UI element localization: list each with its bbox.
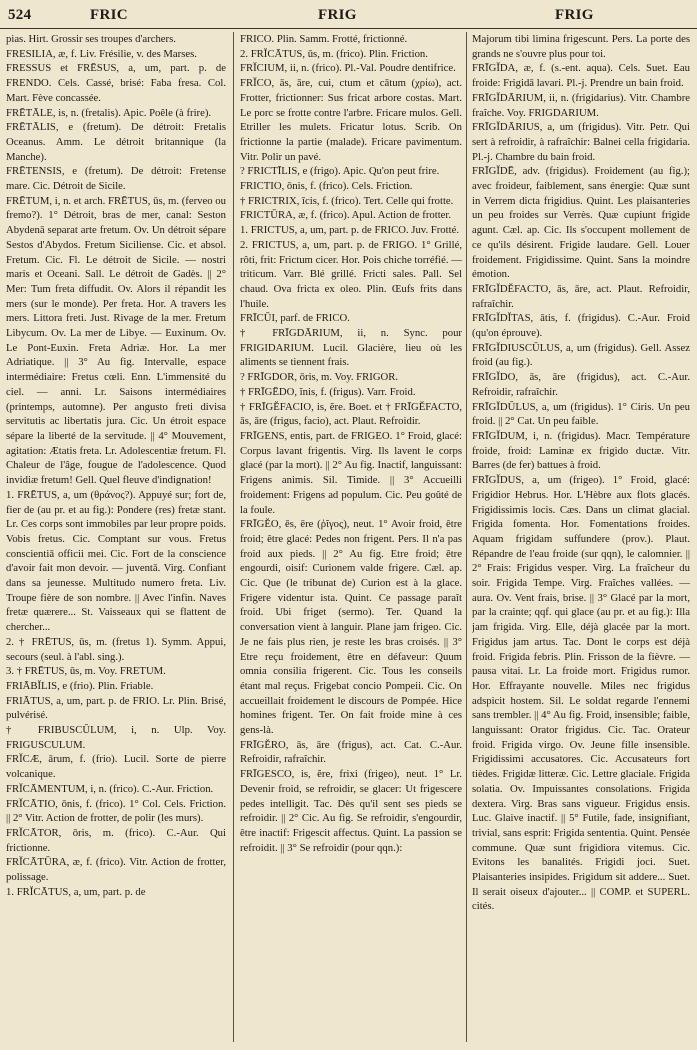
dictionary-entry: 1. FRICTUS, a, um, part. p. de FRICO. Juv. Frotté.	[240, 224, 459, 237]
dictionary-entry: Majorum tibi limina frigescunt. Pers. La porte des grands ne s'ouvre plus pour toi.	[472, 33, 690, 60]
dictionary-entry: † FRĪGĔFACIO, is, ĕre. Boet. et † FRĪGĔFACTO, ās, āre (frigus, facio), act. Plaut. Refroidir.	[240, 400, 462, 428]
dictionary-entry: † FRIBUSCŬLUM, i, n. Ulp. Voy. FRIGUSCULUM.	[6, 724, 226, 751]
dictionary-entry: FRĬCĀMENTUM, i, n. (frico). C.-Aur. Friction.	[6, 782, 214, 795]
dictionary-entry: FRICO. Plin. Samm. Frotté, frictionné.	[240, 33, 408, 45]
dictionary-entry: FRICTIO, ōnis, f. (frico). Cels. Friction.	[240, 180, 413, 193]
dictionary-entry: FRĪGĔO, ēs, ēre (ῥῖγος), neut. 1° Avoir froid, être froid; être glacé: Pedes non frigent. Pers. Il n'a pas froid aux pieds. || 2° Au fig. Etre froid; être engourdi, oisif: Curionem valde frigere. Cæl. ap. Cic. Que (le tribunat de) Curion est à la glace. Frigere videntur ista. Quint. Ce passage paraît froid. Ubi friget (sermo). Ter. Quand la conversation vient à languir. Plane jam frigeo. Cic. Je ne fais plus rien, je reste les bras croisés. || 3° Etre reçu froidement, être en défaveur: Quum omnia consilia frigerent. Cic. Tous les conseils étant mal reçus. Frigebat concio Pompeii. Cic. On accueillait froidement le discours de Pompée. Hice homines frigent. Ter. On fait froide mine à ces gens-là.	[240, 518, 462, 737]
running-header	[0, 0, 697, 29]
dictionary-entry: FRIĀTUS, a, um, part. p. de FRIO. Lr. Plin. Brisé, pulvérisé.	[6, 694, 226, 722]
dictionary-entry: FRĪGĬDIUSCŬLUS, a, um (frigidus). Gell. Assez froid (au fig.).	[472, 341, 690, 369]
header-right-guide-word: FRIG	[555, 7, 594, 23]
dictionary-entry: FRESSUS et FRĒSUS, a, um, part. p. de FRENDO. Cels. Cassé, brisé: Faba fresa. Col. Mart. Fève concassée.	[6, 62, 226, 104]
dictionary-entry: FRĪGĬDĔFACTO, ās, āre, act. Plaut. Refroidir, rafraîchir.	[472, 282, 690, 310]
dictionary-entry: FRĪGĬDUS, a, um (frigeo). 1° Froid, glacé: Frigidior Hebrus. Hor. L'Hèbre aux flots glacés. Frigidissimis locis. Cæs. Dans un climat glacial. Frigida fomenta. Hor. Fomentations froides. Aquam frigidam suffundere (prov.). Plaut. Répandre de l'eau froide (sur qqn), le calomnier. || 2° Frais: Frigidus vesper. Virg. La fraîcheur du soir. Frigida Tempe. Virg. Fraîches vallées. — aura. Ov. Vent frais, brise. || 3° Glacé par la mort, par la crainte; qqf. qui glace (au pr. et au fig.): Illa jam frigida. Virg. Elle, déjà glacée par la mort. Frigidus jam artus. Tac. Dont le corps est déjà froid. Frigida febris. Plin. Frisson de la fièvre. — pausa vitai. Lr. La froide mort. Frigidus rumor. Hor. Effrayante nouvelle. Miles nec frigidus adspicit hostem. Sil. Le soldat regarde l'ennemi sans trembler. || 4° Au fig. Froid, insensible; faible, languissant: Orator frigidus. Cic. Tac. Orateur froid. Frigida virgo. Ov. Jeune fille insensible. Frigidissimi accusatores. Cic. Accusateurs fort tièdes. Frigidæ litteræ. Cic. Lettre glaciale. Frigida solatia. Ov. Impuissantes consolations. Frigida dextera. Virg. Bras sans vigueur. Frigidus ensis. Luc. Glaive inactif. || 5° Futile, fade, insignifiant, trivial, sans esprit: Frigida sententia. Quint. Pensée commune. Quæ sunt frigidiora vitemus. Cic. Evitons les banalités. Frigidi joci. Suet. Plaisanteries insipides. Frigidum sit addere... Suet. Il serait oiseux d'ajouter... || COMP. et SUPERL. cités.	[472, 474, 690, 913]
dictionary-entry: FRĪGĬDUM, i, n. (frigidus). Macr. Température froide, froid: Laminæ ex frigido ductæ. Vitr. Barres (de fer) battues à froid.	[472, 429, 690, 472]
dictionary-entry: FRĪGĬDĒ, adv. (frigidus). Froidement (au fig.); avec froideur, faiblement, sans énergie: Quæ sunt in Verrem dicta frigidius. Quint. Les plaisanteries un peu froides sur Verrès. Quæ cupiunt frigide agunt. Cæl. ap. Cic. Ils s'occupent mollement de ce qu'ils désirent. Frigide laudare. Gell. Louer froidement. Frigidissime. Quint. Sans la moindre émotion.	[472, 165, 690, 281]
dictionary-entry: FRĬCĀTŪRA, æ, f. (frico). Vitr. Action de frotter, polissage.	[6, 856, 226, 884]
dictionary-entry: † FRĪGĒDO, ĭnis, f. (frigus). Varr. Froid.	[240, 385, 416, 398]
column-1	[6, 32, 226, 1042]
dictionary-entry: 1. FRĒTUS, a, um (θράνος?). Appuyé sur; fort de, fier de (au pr. et au fig.): Pondere (res) fretæ stant. Lr. Ces corps sont immobiles par leur propre poids. Vobis fretus. Cic. Comptant sur vous. Fretus conscientiā officii mei. Cic. Fort de la conscience d'avoir fait mon devoir. — juventā. Virg. Confiant dans sa jeunesse. Multitudo numero freta. Liv. Troupe fière de son nombre. || Avec l'infin. Naves fretæ quærere... St. Vaisseaux qui se flattent de chercher...	[6, 488, 226, 634]
dictionary-entry: FRĒTĀLE, is, n. (fretalis). Apic. Poêle (à frire).	[6, 106, 212, 119]
page-number: 524	[8, 7, 32, 23]
dictionary-entry: 3. † FRĒTUS, ūs, m. Voy. FRETUM.	[6, 665, 166, 678]
dictionary-entry: FRIĀBĬLIS, e (frio). Plin. Friable.	[6, 679, 154, 692]
dictionary-entry: FRĪGĬDĬTAS, ātis, f. (frigidus). C.-Aur. Froid (qu'on éprouve).	[472, 312, 690, 340]
dictionary-entry: FRĬCĀTIO, ōnis, f. (frico). 1° Col. Cels. Friction. || 2° Vitr. Action de frotter, de polir (les murs).	[6, 797, 226, 825]
dictionary-entry: FRESILIA, æ, f. Liv. Frésilie, v. des Marses.	[6, 47, 197, 60]
dictionary-entry: 2. FRICTUS, a, um, part. p. de FRIGO. 1° Grillé, rôti, frit: Frictum cicer. Hor. Pois chiche torréfié. — triticum. Varr. Blé grillé. Fricti sales. Pall. Sel chaud. Ova fricta ex oleo. Plin. Œufs frits dans l'huile.	[240, 238, 462, 310]
dictionary-entry: FRĪGENS, entis, part. de FRIGEO. 1° Froid, glacé: Corpus lavant frigentis. Virg. Ils lavent le corps glacé (par la mort). || 2° Au fig. Inactif, languissant: Frigens animis. Sil. Timide. || 3° Accueilli froidement: Frigens ad populum. Cic. Peu goûté de la foule.	[240, 429, 462, 516]
dictionary-entry: FRĪGĬDA, æ, f. (s.-ent. aqua). Cels. Suet. Eau froide: Frigidā lavari. Pl.-j. Prendre un bain froid.	[472, 62, 690, 90]
dictionary-entry: FRĒTUM, i, n. et arch. FRĒTUS, ūs, m. (ferveo ou fremo?). 1° Détroit, bras de mer, canal: Seston Abydenā separat arte fretum. Ov. Un détroit sépare Sestos d'Abydos. Fretum Siciliense. Cic. et absol. Fretum. Cic. Fl. Le détroit de Sicile. — nostri maris et Oceani. Sall. Le détroit de Gadès. || 2° Mer: Tum freta diffudit. Ov. Alors il répandit les mers (sur le monde). Per freta. Hor. A travers les mers. Littora freti. Just. Rivage de la mer. Fretum Libycum. Ov. La mer de Libye. — Euxinum. Ov. Le Pont-Euxin. Freta Adriæ. Hor. La mer Adriatique. || 3° Au fig. Intervalle, espace intermédiaire: Fretus cœli. Enn. L'immensité du ciel. — anni. Lr. Saisons intermédiaires (printemps, automne). Per angusto freti divisa servitutis ac libertatis jura. Cic. Un étroit espace sépare la liberté de la servitude. || 4° Mouvement, agitation: Ætatis freta. Lr. Adolescentiæ fretum. Fl. Chaleur de l'âge, fougue de l'adolescence. Quod invidiæ fretum! Gell. Quel fleuve d'indignation!	[6, 194, 226, 487]
header-middle-guide-word: FRIG	[318, 7, 357, 23]
column-2	[240, 32, 462, 1042]
dictionary-entry: FRĪGESCO, is, ĕre, frixi (frigeo), neut. 1° Lr. Devenir froid, se refroidir, se glacer: Ut frigescere pedes intelligit. Tac. Dès qu'il sent ses pieds se refroidir. || 2° Cic. Au fig. Se refroidir, s'engourdir, être inactif: Frigescit affectus. Quint. La passion se refroidit. || 3° Se refroidir (pour qqn.):	[240, 768, 462, 854]
dictionary-entry: † FRICTRIX, īcis, f. (frico). Tert. Celle qui frotte.	[240, 194, 454, 207]
dictionary-entry: 2. † FRĒTUS, ūs, m. (fretus 1). Symm. Appui, secours (seul. à l'abl. sing.).	[6, 635, 226, 663]
header-left-guide-word: FRIC	[90, 7, 128, 23]
dictionary-entry: † FRĪGDĀRIUM, ii, n. Sync. pour FRIGIDARIUM. Lucil. Glacière, lieu où les aliments se tiennent frais.	[240, 327, 462, 369]
dictionary-entry: FRĒTĀLIS, e (fretum). De détroit: Fretalis Oceanus. Amm. Le détroit britannique (la Manche).	[6, 121, 226, 163]
dictionary-entry: FRĒTENSIS, e (fretum). De détroit: Fretense mare. Cic. Détroit de Sicile.	[6, 165, 226, 193]
dictionary-entry: FRĪGĬDĀRIUM, ii, n. (frigidarius). Vitr. Chambre fraîche. Voy. FRIGDARIUM.	[472, 91, 690, 119]
dictionary-entry: ? FRĪGDOR, ōris, m. Voy. FRIGOR.	[240, 371, 399, 384]
dictionary-entry: FRĬCIUM, ii, n. (frico). Pl.-Val. Poudre dentifrice.	[240, 62, 456, 75]
dictionary-entry: FRĬCĀTOR, ōris, m. (frico). C.-Aur. Qui frictionne.	[6, 826, 226, 854]
dictionary-entry: ? FRICTĪLIS, e (frigo). Apic. Qu'on peut frire.	[240, 165, 440, 178]
column-divider	[466, 32, 467, 1042]
dictionary-entry: pias. Hirt. Grossir ses troupes d'archers.	[6, 33, 176, 45]
dictionary-entry: FRICTŪRA, æ, f. (frico). Apul. Action de frotter.	[240, 209, 452, 222]
column-3	[472, 32, 690, 1042]
column-divider	[233, 32, 234, 1042]
dictionary-entry: FRĪGĬDĀRIUS, a, um (frigidus). Vitr. Petr. Qui sert à refroidir, à rafraîchir: Balnei cella frigidaria. Pl.-j. Chambre du bain froid.	[472, 121, 690, 163]
dictionary-entry: FRĪCŪI, parf. de FRICO.	[240, 312, 350, 325]
dictionary-entry: FRĪGĬDŬLUS, a, um (frigidus). 1° Ciris. Un peu froid. || 2° Cat. Un peu faible.	[472, 400, 690, 428]
dictionary-entry: FRĬCO, ās, āre, cui, ctum et cātum (χρίω), act. Frotter, frictionner: Sus fricat arbore costas. Mart. Le porc se frotte contre l'arbre. Fricare mulos. Gell. Etriller les mulets. Fricatur lotus. Scrib. On frictionne la partie (malade). Fricare pavimentum. Vitr. Polir un pavé.	[240, 77, 462, 163]
dictionary-entry: FRĪGĬDO, ās, āre (frigidus), act. C.-Aur. Refroidir, rafraîchir.	[472, 371, 690, 398]
dictionary-entry: FRĪGĔRO, ās, āre (frigus), act. Cat. C.-Aur. Refroidir, rafraîchir.	[240, 738, 462, 766]
dictionary-entry: 1. FRĬCĀTUS, a, um, part. p. de	[6, 885, 146, 898]
dictionary-entry: FRĬCÆ, ārum, f. (frio). Lucil. Sorte de pierre volcanique.	[6, 753, 226, 781]
dictionary-entry: 2. FRĬCĀTUS, ūs, m. (frico). Plin. Friction.	[240, 47, 428, 60]
